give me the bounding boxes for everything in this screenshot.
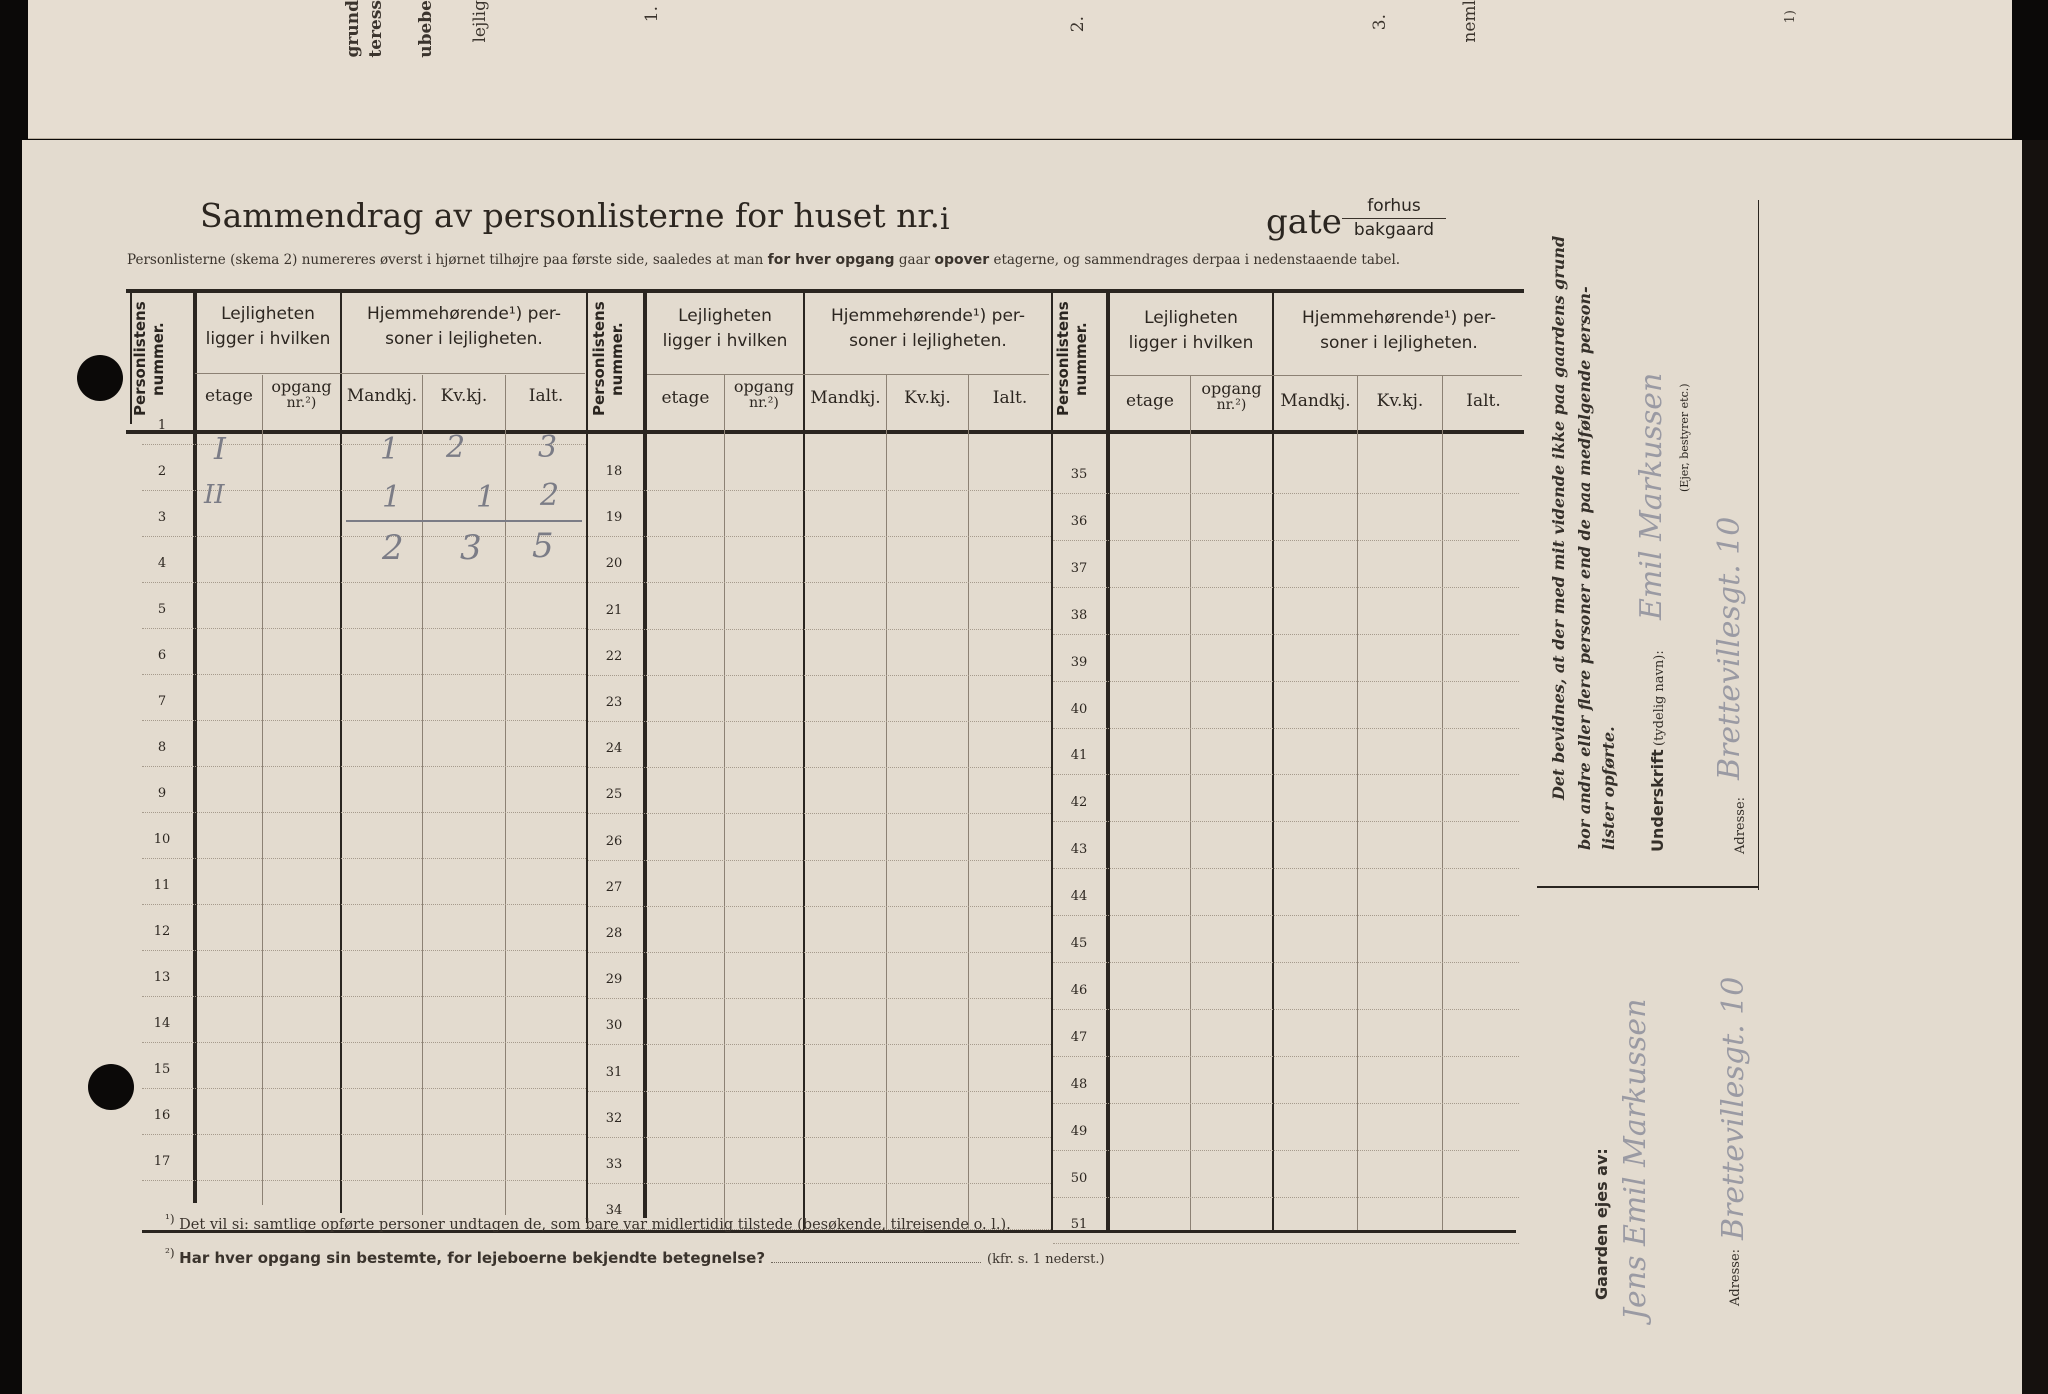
row-line (1053, 728, 1519, 729)
row-line (1053, 821, 1519, 822)
adresse-label: Adresse: (1733, 796, 1748, 854)
row-line (588, 998, 1051, 999)
col-lejligheten: Lejligheten ligger i hvilken (1128, 308, 1254, 353)
row-number: 29 (605, 972, 623, 988)
row-number: 21 (605, 602, 623, 618)
hw-row2-etage: II (204, 480, 225, 510)
row-line (142, 536, 586, 537)
top-fragment: grund (343, 0, 363, 58)
col-hjemmehorende: Hjemmehørende¹) per- soner i lejligheten. (1302, 308, 1496, 353)
row-number: 2 (157, 464, 167, 479)
hw-total-kvkj: 3 (460, 528, 482, 568)
row-number: 22 (605, 648, 623, 664)
row-line (588, 1044, 1051, 1045)
hw-row1-mandkj: 1 (380, 432, 400, 467)
row-number: 43 (1070, 842, 1088, 858)
row-number: 20 (605, 556, 623, 572)
row-line (1053, 1009, 1519, 1010)
hw-row1-kvkj: 2 (446, 430, 466, 465)
col-lejligheten: Lejligheten ligger i hvilken (205, 304, 331, 349)
row-line (1053, 868, 1519, 869)
row-number: 45 (1070, 936, 1088, 951)
grid-line (1272, 293, 1274, 1230)
hw-row1-ialt: 3 (538, 430, 558, 465)
instruction-part: etagerne, og sammendrages derpaa i nedenstaaende tabel. (993, 252, 1401, 268)
top-fragment: 1. (642, 6, 662, 23)
row-number: 44 (1070, 889, 1088, 905)
row-number: 32 (605, 1110, 623, 1126)
page-edge-shadow (2022, 140, 2048, 1394)
adresse2-label: Adresse: (1728, 1248, 1743, 1306)
footnote-mark: ²) (165, 1246, 175, 1260)
gaarden-ejes-label: Gaarden ejes av: (1592, 1148, 1611, 1300)
top-fragment: 2. (1068, 16, 1088, 33)
col-personlistens: Personlistens nummer. (590, 301, 626, 417)
row-line (142, 674, 586, 675)
row-line (1053, 540, 1519, 541)
hw-row2-kvkj: 1 (476, 480, 496, 515)
grid-line (586, 293, 588, 1223)
row-number: 25 (605, 787, 623, 803)
hw-owner: Jens Emil Markussen (1618, 998, 1653, 1320)
hw-total-ialt: 5 (532, 526, 554, 566)
row-line (588, 490, 1051, 491)
row-number: 10 (153, 832, 171, 847)
punch-hole (77, 355, 123, 401)
row-line (1053, 634, 1519, 635)
top-fragment: lejlig (470, 0, 490, 43)
sub-mandkj: Mandkj. (810, 388, 881, 408)
row-line (142, 444, 586, 445)
row-number: 33 (605, 1157, 623, 1172)
row-line (1053, 587, 1519, 588)
row-number: 50 (1070, 1170, 1088, 1186)
sub-opgang: opgang nr.²) (1201, 379, 1262, 413)
instruction-part: Personlisterne (skema 2) numereres øverst i hjørnet tilhøjre paa første side, saaledes at man (127, 252, 764, 268)
certify-line-1: Det bevidnes, at der med mit vidende ikke paa gaardens grund (1549, 235, 1568, 800)
top-fragment: teress (366, 0, 386, 58)
row-line (588, 721, 1051, 722)
grid-line (340, 293, 342, 1213)
table-top-border (126, 289, 1524, 293)
row-number: 3 (157, 510, 167, 525)
footnote-text: Det vil si: samtlige opførte personer undtagen de, som bare var midlertidig tilstede (besøkende, tilrejsende o. l.). (179, 1216, 1011, 1233)
row-number: 6 (157, 648, 167, 663)
row-number: 30 (605, 1018, 623, 1034)
row-number: 7 (157, 694, 167, 709)
top-fragment: 3. (1370, 14, 1390, 31)
grid-line (1051, 293, 1053, 1230)
row-number: 49 (1070, 1123, 1088, 1139)
forhus-label: forhus (1342, 196, 1446, 219)
underskrift-label: Underskrift (1648, 749, 1667, 852)
row-line (588, 675, 1051, 676)
row-number: 17 (153, 1154, 171, 1169)
bakgaard-label: bakgaard (1353, 220, 1435, 240)
row-line (142, 720, 586, 721)
hw-row2-ialt: 2 (540, 478, 560, 513)
row-number: 41 (1070, 748, 1088, 764)
footnote-2 (165, 1246, 1105, 1267)
certify-line-2: bor andre eller flere personer end de paa medfølgende person- (1575, 286, 1594, 850)
row-line (142, 1042, 586, 1043)
row-line (588, 1137, 1051, 1138)
row-line (588, 767, 1051, 768)
row-line (588, 1183, 1051, 1184)
row-line (142, 812, 586, 813)
row-number: 24 (605, 741, 623, 757)
sub-ialt: Ialt. (528, 386, 564, 406)
sub-kvkj: Kv.kj. (1376, 391, 1424, 411)
hw-owner-address: Brettevillesgt. 10 (1716, 976, 1751, 1240)
row-line (142, 1180, 586, 1181)
footnote-1 (165, 1212, 1011, 1233)
instruction-part: gaar (898, 252, 931, 268)
row-line (588, 813, 1051, 814)
row-number: 12 (153, 924, 171, 939)
row-line (588, 860, 1051, 861)
row-number: 19 (605, 510, 623, 526)
row-number: 1 (157, 418, 167, 433)
previous-page-strip (28, 0, 2012, 139)
answer-line (771, 1262, 981, 1263)
grid-line-thick (1106, 293, 1110, 1230)
sidebar-vline (1758, 200, 1759, 890)
row-line (142, 766, 586, 767)
row-line (1053, 962, 1519, 963)
row-line (142, 1134, 586, 1135)
hw-row2-mandkj: 1 (382, 480, 402, 515)
forhus-bakgaard (1342, 196, 1446, 240)
row-line (588, 629, 1051, 630)
top-fragment: 1) (1783, 10, 1798, 24)
row-line (1053, 774, 1519, 775)
sub-etage: etage (1126, 391, 1174, 411)
grid-line (724, 375, 725, 1230)
grid-line (968, 375, 969, 1230)
instruction-bold: opover (934, 252, 990, 268)
col-hjemmehorende: Hjemmehørende¹) per- soner i lejligheten. (831, 306, 1025, 351)
sub-opgang: opgang nr.²) (271, 377, 332, 411)
grid-line-thick (643, 293, 647, 1218)
sub-kvkj: Kv.kj. (440, 386, 488, 406)
header-sub-line (1110, 375, 1522, 376)
row-line (142, 1088, 586, 1089)
row-number: 28 (605, 926, 623, 941)
title-i: i (940, 202, 950, 237)
table-header-border (126, 430, 1524, 434)
row-line (588, 1091, 1051, 1092)
sub-mandkj: Mandkj. (1280, 391, 1351, 411)
grid-line (262, 375, 263, 1205)
sub-kvkj: Kv.kj. (904, 388, 951, 408)
hw-total-mandkj: 2 (382, 528, 404, 568)
footnote-mark: ¹) (165, 1212, 175, 1226)
punch-hole (88, 1064, 134, 1110)
hw-sum-line (346, 520, 582, 522)
form-title: Sammendrag av personlisterne for huset nr. (200, 196, 940, 235)
row-number: 14 (153, 1016, 171, 1031)
sub-etage: etage (205, 386, 253, 406)
instruction-bold: for hver opgang (767, 252, 895, 268)
sub-opgang: opgang nr.²) (733, 377, 795, 411)
hw-row1-etage: I (214, 432, 226, 467)
grid-line (803, 293, 805, 1230)
row-line (1053, 1056, 1519, 1057)
row-line (1053, 915, 1519, 916)
underskrift-note: (tydelig navn): (1652, 650, 1667, 746)
row-number: 37 (1070, 560, 1088, 576)
row-number: 23 (605, 695, 623, 710)
row-number: 18 (605, 464, 623, 479)
row-number: 8 (157, 740, 167, 755)
row-number: 13 (153, 970, 171, 985)
row-number: 16 (153, 1108, 171, 1123)
row-number: 31 (605, 1064, 623, 1080)
title-gate: gate (1266, 202, 1342, 242)
instruction-text (127, 252, 1400, 268)
row-number: 27 (605, 879, 623, 895)
row-number: 47 (1070, 1029, 1088, 1045)
col-personlistens: Personlistens nummer. (131, 301, 167, 417)
sub-ialt: Ialt. (992, 388, 1028, 408)
row-number: 48 (1070, 1076, 1088, 1092)
col-lejligheten: Lejligheten ligger i hvilken (662, 306, 788, 351)
row-number: 51 (1070, 1217, 1088, 1233)
row-line (1053, 1150, 1519, 1151)
row-line (142, 582, 586, 583)
row-line (1053, 1243, 1519, 1244)
row-number: 40 (1070, 701, 1088, 717)
row-number: 11 (153, 878, 171, 893)
sub-etage: etage (661, 388, 710, 408)
certify-line-3: lister opførte. (1599, 726, 1618, 850)
col-personlistens: Personlistens nummer. (1054, 301, 1090, 417)
row-line (1053, 1197, 1519, 1198)
row-line (588, 906, 1051, 907)
sidebar-divider (1537, 886, 1759, 888)
grid-line (422, 375, 423, 1215)
footnote-question: Har hver opgang sin bestemte, for lejeboerne bekjendte betegnelse? (179, 1248, 766, 1267)
top-fragment: ubebe (416, 0, 436, 58)
row-line (588, 582, 1051, 583)
hw-signature: Emil Markussen (1634, 372, 1669, 620)
grid-line (886, 375, 887, 1230)
row-line (142, 950, 586, 951)
row-number: 15 (153, 1062, 171, 1077)
sub-ialt: Ialt. (1466, 391, 1501, 411)
ejer-note: (Ejer, bestyrer etc.) (1678, 383, 1691, 492)
row-number: 42 (1070, 795, 1088, 811)
row-number: 4 (157, 556, 167, 571)
sub-mandkj: Mandkj. (346, 386, 418, 406)
row-line (588, 952, 1051, 953)
row-number: 26 (605, 833, 623, 849)
row-line (1053, 493, 1519, 494)
header-sub-line (195, 373, 585, 374)
row-number: 34 (605, 1203, 623, 1219)
row-line (142, 858, 586, 859)
row-number: 5 (157, 602, 167, 617)
footnote-ref: (kfr. s. 1 nederst.) (987, 1251, 1105, 1267)
row-line (1053, 1103, 1519, 1104)
row-line (142, 904, 586, 905)
hw-address: Brettevillesgt. 10 (1712, 516, 1747, 780)
header-sub-line (647, 374, 1049, 375)
row-line (142, 996, 586, 997)
grid-line-thick (193, 293, 197, 1203)
top-fragment: neml (1460, 0, 1480, 43)
row-number: 39 (1070, 654, 1088, 670)
row-number: 35 (1070, 467, 1088, 482)
row-line (142, 628, 586, 629)
row-number: 38 (1070, 607, 1088, 623)
row-line (1053, 681, 1519, 682)
grid-line (505, 375, 506, 1215)
col-hjemmehorende: Hjemmehørende¹) per- soner i lejligheten. (367, 304, 561, 349)
row-number: 9 (157, 786, 167, 801)
row-line (588, 536, 1051, 537)
row-number: 36 (1070, 513, 1088, 529)
row-number: 46 (1070, 982, 1088, 998)
